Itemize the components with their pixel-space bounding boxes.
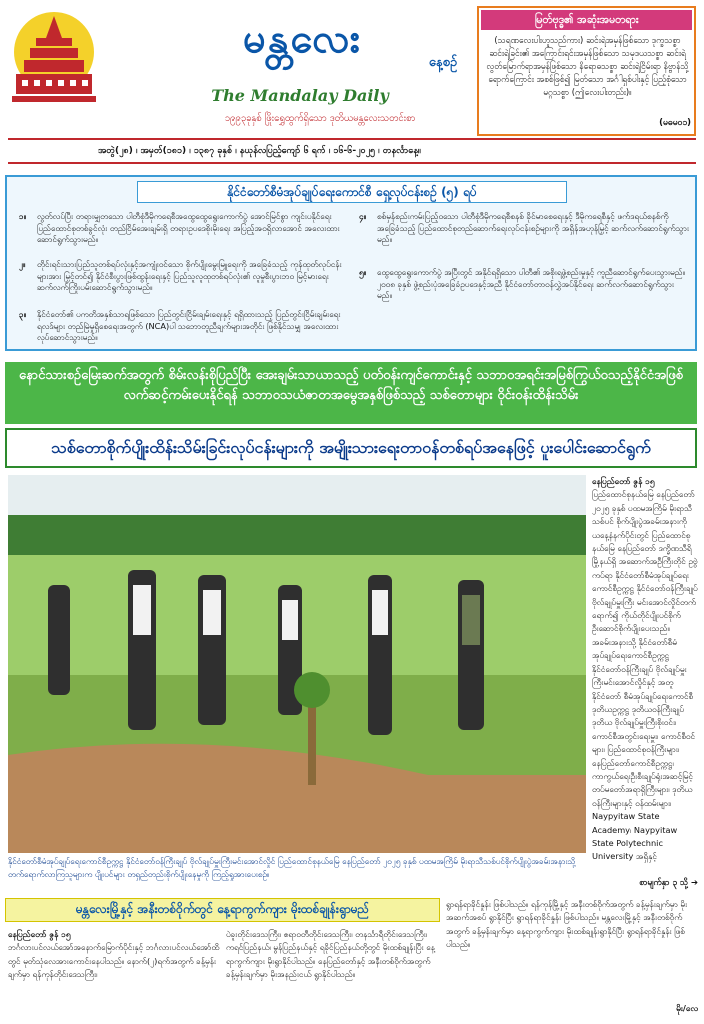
objective-text: လွတ်လပ်ပြီး တရားမျှတသော ပါတီစုံဒီမိုကရေစီအထွေထွေရွေးကောက်ပွဲ အောင်မြင်စွာ ကျင်းပနိုင်ရေး ပြည်ထောင်စုတစ်ခွင်လုံး တည်ငြိမ်အေးချမ်းရှိ တရားဥပဒေစိုးမိုးရေး အပြည့်အဝရှိလာအောင် အလေးထားဆောင်ရွက်သွားမည်။ [37,211,340,244]
weather-headline: မန္တလေးမြို့နှင့် အနီးတစ်ဝိုက်တွင် နေ့ရာကွက်ကျား မိုးထစ်ချုန်းရွာမည် [5,898,440,922]
forestry-banner: နောင်သားစဉ်မြေးဆက်အတွက် စိမ်းလန်းစိုပြည်ပြီး အေးချမ်းသာယာသည့် ပတ်ဝန်းကျင်ကောင်းနှင့် သဘာဝအရင်းအမြစ်ကြွယ်ဝသည့်နိုင်ငံအဖြစ် လက်ဆင့်ကမ်းပေးနိုင်ရန် သဘာဝသယံဇာတအမွေအနှစ်ဖြစ်သည့် သစ်တောများ ဝိုင်းဝန်းထိန်းသိမ်း [5,362,697,424]
weather-text: ဘင်္ဂလားပင်လယ်အော်အနောက်မြောက်ပိုင်းနှင့် ဘင်္ဂလားပင်လယ်အော်ထိတွင် မုတ်သုံလေအားကောင်းနေပါသည်။ နောက်(၂)ရက်အတွက် ခန့်မှန်းချက်မှာ ရန်ကုန်တိုင်းဒေသကြီး၊ [8,942,220,980]
lead-photo [8,475,586,853]
objective-number: ၂။ [19,259,26,269]
continued-page-link[interactable]: စာမျက်နှာ ၃ သို့ ➔ [639,877,698,887]
weather-text: ရွာရန်ရာခိုင်နှုန်း ဖြစ်ပါသည်။ ရန်ကုန်မြို့နှင့် အနီးတစ်ဝိုက်အတွက် ခန့်မှန်းချက်မှာ မိုးအဆက်အစပ် ရွာနိုင်ပြီး ရွာရန်ရာခိုင်နှုန်း ဖြစ်ပါသည်။ မန္တလေးမြို့နှင့် အနီးတစ်ဝိုက်အတွက် ခန့်မှန်းချက်မှာ နေ့ရာကွက်ကျား မိုးထစ်ချုန်းရွာနိုင်ပြီး ရွာရန်ရာခိုင်နှုန်း ဖြစ်ပါသည်။ [446,899,688,950]
objective-number: ၄။ [359,211,367,221]
masthead-title: မန္တလေး [243,15,362,62]
article-text: ပြည်ထောင်စုနယ်မြေ နေပြည်တော် ၂၀၂၅ ခုနှစ် ပထမအကြိမ် မိုးရာသီသစ်ပင် စိုက်ပျိုးပွဲအခမ်းအနားကို ယနေ့နံနက်ပိုင်းတွင် ပြည်ထောင်စုနယ်မြေ နေပြည်တော် ဒက္ခိဏသီရိမြို့နယ်ရှိ အဆောက်အဦကြီးတိုင် ဥဗွဲကပ်ရာ နိုင်ငံတော်စီမံအုပ်ချုပ်ရေးကောင်စီဥက္ကဋ္ဌ နိုင်ငံတော်ဝန်ကြီးချုပ် ဗိုလ်ချုပ်မှူးကြီး မင်းအောင်လှိုင်တက်ရောက်၍ ကိုယ်တိုင်ပျိုးပင်စိုက် ဦးဆောင်စိုက်ပျိုးပေးသည်။ အခမ်းအနားသို့ နိုင်ငံတော်စီမံအုပ်ချုပ်ရေးကောင်စီဥက္ကဋ္ဌ နိုင်ငံတော်ဝန်ကြီးချုပ် ဗိုလ်ချုပ်မှူးကြီးမင်းအောင်လှိုင်နှင့် အတူ နိုင်ငံတော် စီမံအုပ်ချုပ်ရေးကောင်စီ ဒုတိယဥက္ကဋ္ဌ ဒုတိယဝန်ကြီးချုပ် ဒုတိယ ဗိုလ်ချုပ်မှူးကြီးစိုးဝင်း၊ ကောင်စီအတွင်းရေးမှူး၊ ကောင်စီဝင်များ၊ ပြည်ထောင်စုဝန်ကြီးများ၊ နေပြည်တော်ကောင်စီဥက္ကဋ္ဌ၊ ကာကွယ်ရေးဦးစီးချုပ်ရုံးအဆင့်မြင့်တပ်မတော်အရာရှိကြီးများ၊ ဒုတိယဝန်ကြီးများနှင့် ဝန်ထမ်းများ၊ Naypyitaw State Academy၊ Naypyitaw State Polytechnic University အရှိနှင့် [592,489,698,862]
objective-number: ၁။ [19,211,27,221]
weather-text: ပဲခူးတိုင်းဒေသကြီး၊ ဧရာဝတီတိုင်းဒေသကြီး၊ တနင်္သာရီတိုင်းဒေသကြီး၊ ကရင်ပြည်နယ်၊ မွန်ပြည်နယ်နှင့် ရခိုင်ပြည်နယ်တို့တွင် မိုးထစ်ချုန်းပြီး နေ့ရာကွက်ကျား မိုးရွာနိုင်ပါသည်။ နေပြည်တော်နှင့် အနီးတစ်ဝိုက်အတွက် ခန့်မှန်းချက်မှာ မိုးအနည်းငယ် ရွာနိုင်ပါသည်။ [226,929,435,980]
article-dateline: နေပြည်တော် ဇွန် ၁၅ [592,476,655,486]
dhamma-box-code: (မဓမ၀၁) [659,118,691,128]
objective-item [19,309,349,349]
weather-column [446,898,698,1020]
dhamma-box-heading: မြတ်ဗုဒ္ဓ၏ အဆုံးအမတရား [481,10,692,30]
lead-article-body [592,475,698,895]
weather-column [8,928,220,1020]
dhamma-box [477,6,696,136]
objective-text: တိုင်းရင်းသားပြည်သူတစ်ရပ်လုံးနှင့်အကျုံးဝင်သော စိုက်ပျိုးမွေးမြူရေးကို အခြေခံသည့် ကုန်ထုတ်လုပ်ငန်းများအား မြှင့်တင်၍ နိုင်ငံစီးပွားဖြစ်ထွန်းရေးနှင့် ပြည်သူလူထုတစ်ရပ်လုံး၏ လူမှုစီးပွားဘဝ မြင့်မားရေး ဆက်လက်ကြိုးပမ်းဆောင်ရွက်သွားမည်။ [37,259,342,292]
objectives-box [5,175,697,351]
masthead-english-title: The Mandalay Daily [211,86,389,105]
objective-number: ၃။ [19,309,27,319]
objective-text: ထွေထွေရွေးကောက်ပွဲ အပြီးတွင် အနိုင်ရရှိသော ပါတီ၏ အစိုးရဖွဲ့စည်းမှုနှင့် ကူညီဆောင်ရွက်ပေးသွားမည်။ ၂၀၀၈ ခုနှစ် ဖွဲ့စည်းပုံအခြေခံဥပဒေနှင့်အညီ နိုင်ငံတော်တာဝန်လွှဲအပ်နိုင်ရေး ဆက်လက်ဆောင်ရွက်သွားမည်။ [377,267,686,300]
objective-text: စစ်မှန်စည်းကမ်းပြည့်ဝသော ပါတီစုံဒီမိုကရေစီစနစ် ခိုင်မာစေရေးနှင့် ဒီမိုကရေစီနှင့် ဖက်ဒရယ်စနစ်ကို အခြေခံသည့် ပြည်ထောင်စုတည်ဆောက်ရေးလုပ်ငန်းစဉ်များကို အရှိန်အဟုန်မြှင့် ဆက်လက်ဆောင်ရွက်သွားမည်။ [377,211,689,244]
weather-column [226,928,438,1020]
issue-dateline: အတွဲ(၂၈) ၊ အမှတ်(၁၈၁) ၊ ၁၃၈၇ ခုနှစ် ၊ နယုန်လပြည့်ကျော် ၆ ရက် ၊ ၁၆-၆-၂၀၂၅ ၊ တနင်္လာနေ့။ [8,138,696,164]
objective-item [359,211,689,261]
newspaper-logo [6,8,102,110]
masthead-subtitle: နေ့စဉ် [428,55,458,70]
objective-item [359,267,689,337]
masthead-motto: ၁၉၉၃ခုနှစ် ဖြိုးရွှေထွက်ရှိသော ဒုတိယမန္တလေးသတင်းစာ [224,113,416,124]
objective-number: ၅။ [359,267,367,277]
objective-item [19,259,349,309]
lead-headline: သစ်တောစိုက်ပျိုးထိန်းသိမ်းခြင်းလုပ်ငန်းများကို အမျိုးသားရေးတာဝန်တစ်ရပ်အနေဖြင့် ပူးပေါင်းဆောင်ရွက် [5,428,697,468]
objective-text: နိုင်ငံတော်၏ ပကတိအနှစ်သာရဖြစ်သော ပြည်တွင်းငြိမ်းချမ်းရေးနှင့် ရရှိထားသည့် ပြည်တွင်းငြိမ်းချမ်းရေးရလဒ်များ တည်မြဲမှုရှိစေရေးအတွက် (NCA)ပါ သဘောတူညီချက်များအတိုင်း ဖြစ်နိုင်သမျှ အလေးထား လုပ်ဆောင်သွားမည်။ [37,309,341,342]
photo-caption: နိုင်ငံတော်စီမံအုပ်ချုပ်ရေးကောင်စီဥက္ကဋ္ဌ နိုင်ငံတော်ဝန်ကြီးချုပ် ဗိုလ်ချုပ်မှူးကြီးမင်းအောင်လှိုင် ပြည်ထောင်စုနယ်မြေ နေပြည်တော် ၂၀၂၅ ခုနှစ် ပထမအကြိမ် မိုးရာသီသစ်ပင်စိုက်ပျိုးပွဲအခမ်းအနားသို့ တက်ရောက်လာကြသူများက ပျိုးပင်များ တရှည်တည်းစိုက်ပျိုးနေမှုကို ကြည့်ရှုအားပေးစဉ်။ [8,856,576,879]
objective-item [19,211,349,251]
weather-signoff: မိုး/လေ [676,1003,698,1013]
objectives-title: နိုင်ငံတော်စီမံအုပ်ချုပ်ရေးကောင်စီ ရှေ့လုပ်ငန်းစဉ် (၅) ရပ် [137,181,567,203]
weather-dateline: နေပြည်တော် ဇွန် ၁၅ [8,929,71,939]
dhamma-box-text: (သရဏလေးပါးဟူသည်ကား) ဆင်းရဲအမှန်ဖြစ်သော ဒုက္ခသစ္စာ ဆင်းရဲခြင်း၏ အကြောင်းရင်းအမှန်ဖြစ်သော သမုဒယသစ္စာ ဆင်းရဲ လွတ်မြောက်ရာအမှန်ဖြစ်သော နိရောဓသစ္စာ ဆင်းရဲငြိမ်းရာ နိဗ္ဗာန်သို့ရောက်ကြောင်း အစစ်ဖြစ်၍ မြတ်သော အင်္ဂါရှစ်ပါးနှင့် ပြည့်စုံသော မဂ္ဂသစ္စာ (ဤလေးပါးတည်း)။ [486,35,689,97]
